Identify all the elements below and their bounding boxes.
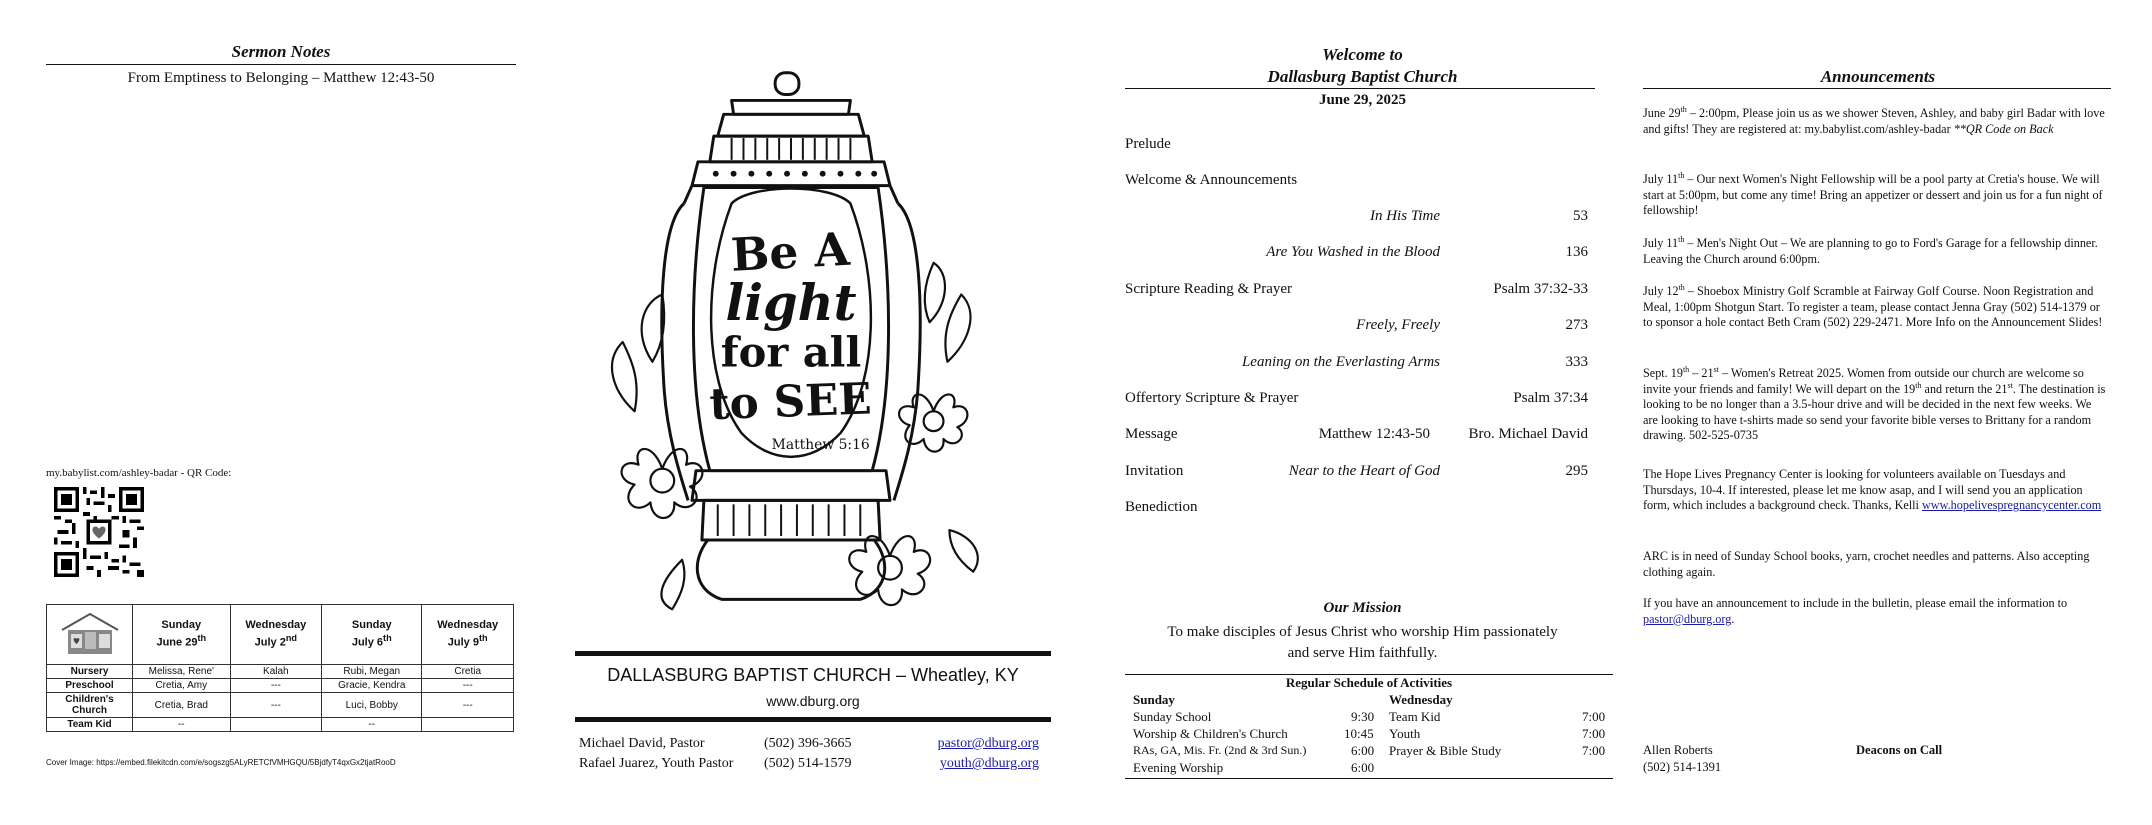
cover-panel: Be A light for all to SEE Matthew 5:16 DALLASBURG BAPTIST CHURCH – Wheatley, KY www.dburg.org Michael David, Pastor (502) 396-3665 pastor@dburg.org Rafael Juarez, Youth Pastor (502) 514-1579 youth@dburg.org: [575, 0, 1051, 825]
qr-code-icon: [54, 487, 144, 577]
table-row: Nursery Melissa, Rene' Kalah Rubi, Megan Cretia: [47, 665, 514, 679]
church-logo-icon: [47, 605, 133, 665]
column-header: Sunday June 29th: [133, 605, 231, 665]
youth-email-link[interactable]: youth@dburg.org: [939, 756, 1039, 771]
announcements-title: Announcements: [1820, 67, 1936, 86]
service-item: Offertory Scripture & Prayer Psalm 37:34: [1125, 390, 1588, 406]
announcement-item: June 29th – 2:00pm, Please join us as we shower Steven, Ashley, and baby girl Badar with love and gifts! They are registered at: my.babylist.com/ashley-badar **QR Code on Back: [1643, 104, 2105, 136]
service-item: In His Time 53: [1369, 208, 1588, 224]
service-item: Are You Washed in the Blood 136: [1266, 244, 1588, 260]
sermon-notes-panel: [46, 0, 516, 825]
lantern-illustration: [593, 62, 989, 622]
church-title: Dallasburg Baptist Church: [1267, 67, 1458, 86]
pregnancy-center-link[interactable]: www.hopelivespregnancycenter.com: [1922, 498, 2102, 513]
service-item: Freely, Freely 273: [1356, 317, 1588, 333]
service-item: Invitation Near to the Heart of God 295: [1125, 463, 1588, 479]
table-row: Preschool Cretia, Amy --- Gracie, Kendra ---: [47, 679, 514, 693]
service-item: Welcome & Announcements: [1125, 172, 1298, 188]
announcements-panel: Announcements June 29th – 2:00pm, Please join us as we shower Steven, Ashley, and baby girl Badar with love and gifts! They are registered at: my.babylist.com/ashley-badar **QR Code on Back July 11th – Our next Women's Night Fellowship will be a pool party at Cretia's house. We will start at 5:00pm, but come any time! Bring an appetizer or dessert and join us for a fun night of fellowship! July 11th – Men's Night Out – We are planning to go to Ford's Garage for a fellowship dinner. Leaving the Church around 6:00pm. July 12th – Shoebox Ministry Golf Scramble at Fairway Golf Course. Noon Registration and Meal, 1:00pm Shotgun Start. To register a team, please contact Jenna Gray (502) 514-1379 or to sponsor a hole contact Beth Cram (502) 229-2471. More Info on the Announcement Slides! Sept. 19th – 21st – Women's Retreat 2025. Women from outside our church are welcome so invite your friends and family! We will depart on the 19th and return the 21st. The destination is looking to be no longer than a 3.5-hour drive and will be decided in the next few weeks. We are looking to have t-shirts made so send your favorite bible verses to Brittany for a random drawing. 502-525-0735 The Hope Lives Pregnancy Center is looking for volunteers available on Tuesdays and Thursdays, 10-4. If interested, please let me know asap, and I will send you an application form, which includes a background check. Thanks, Kelli www.hopelivespregnancycenter.com ARC is in need of Sunday School books, yarn, crochet needles and patterns. Also accepting clothing again. If you have an announcement to include in the bulletin, please email the information to pastor@dburg.org. Allen Roberts (502) 514-1391 Deacons on Call: [1643, 0, 2113, 825]
column-header: Sunday July 6th: [322, 605, 422, 665]
service-item: Prelude: [1125, 136, 1171, 152]
divider: [46, 64, 516, 65]
service-item: Benediction: [1125, 499, 1198, 515]
announcement-item: If you have an announcement to include in the bulletin, please email the information to pastor@dburg.org.: [1643, 596, 2068, 626]
mission-statement: To make disciples of Jesus Christ who worship Him passionately and serve Him faithfully.: [1167, 624, 1558, 661]
divider: [1125, 778, 1613, 779]
welcome-title: Welcome to: [1322, 45, 1403, 64]
church-website[interactable]: www.dburg.org: [766, 693, 860, 709]
announcement-item: ARC is in need of Sunday School books, yarn, crochet needles and patterns. Also accepting clothing again.: [1643, 549, 2090, 579]
announcement-item: Sept. 19th – 21st – Women's Retreat 2025. Women from outside our church are welcome so invite your friends and family! We will depart on the 19th and return the 21st. The destination is looking to be no longer than a 3.5-hour drive and will be decided in the next few weeks. We are looking to have t-shirts made so send your favorite bible verses to Brittany for a random drawing. 502-525-0735: [1643, 364, 2106, 443]
service-item: Message Matthew 12:43-50 Bro. Michael David: [1125, 426, 1588, 442]
cover-image-credit: Cover Image: https://embed.filekitcdn.com/e/sogszg5ALyRETCfVMHGQU/5BjdfyT4qxGx2tjatRooD: [46, 758, 396, 767]
art-text-line: for all: [720, 327, 862, 377]
art-verse: Matthew 5:16: [771, 436, 870, 453]
column-header: Wednesday July 9th: [422, 605, 514, 665]
schedule-title: Regular Schedule of Activities: [1285, 675, 1453, 690]
art-text-line: light: [725, 274, 857, 333]
service-item: Scripture Reading & Prayer Psalm 37:32-33: [1125, 281, 1588, 297]
table-row: Children's Church Cretia, Brad --- Luci, Bobby ---: [47, 693, 514, 718]
divider: [575, 717, 1051, 722]
pastor-email-link[interactable]: pastor@dburg.org: [1643, 611, 1732, 626]
announcement-item: July 11th – Men's Night Out – We are planning to go to Ford's Garage for a fellowship dinner. Leaving the Church around 6:00pm.: [1643, 234, 2098, 266]
divider: [575, 651, 1051, 656]
order-of-service-panel: Welcome to Dallasburg Baptist Church June 29, 2025 Prelude Welcome & Announcements In His Time 53 Are You Washed in the Blood 136 Scripture Reading & Prayer Psalm 37:32-33 Freely, Freely 273 Leaning on the Everlasting Arms 333 Offertory Scripture & Prayer Psalm 37:34 Message Matthew 12:43-50 Bro. Michael David Invitation Near to the Heart of God 295 Benediction Our Mission To make disciples of Jesus Christ who worship Him passionately and serve Him faithfully. Regular Schedule of Activities Sunday Wednesday Sunday School 9:30 Worship & Children's Church 10:45 RAs, GA, Mis. Fr. (2nd & 3rd Sun.) 6:00 Evening Worship 6:00 Team Kid 7:00 Youth 7:00 Prayer & Bible Study 7:00: [1125, 0, 1600, 825]
announcement-item: The Hope Lives Pregnancy Center is looking for volunteers available on Tuesdays and Thursdays, 10-4. If interested, please let me know asap, and I will send you an application form, which includes a background check. Thanks, Kelli www.hopelivespregnancycenter.com: [1643, 467, 2102, 513]
pastor-email-link[interactable]: pastor@dburg.org: [937, 736, 1039, 751]
service-item: Leaning on the Everlasting Arms 333: [1241, 354, 1588, 370]
service-date: June 29, 2025: [1318, 92, 1407, 108]
column-header: Wednesday July 2nd: [230, 605, 322, 665]
church-name: DALLASBURG BAPTIST CHURCH – Wheatley, KY: [607, 665, 1019, 685]
announcement-item: July 12th – Shoebox Ministry Golf Scramble at Fairway Golf Course. Noon Registration and Meal, 1:00pm Shotgun Start. To register a team, please contact Jenna Gray (502) 514-1379 or to sponsor a hole contact Beth Cram (502) 229-2471. More Info on the Announcement Slides!: [1643, 282, 2103, 330]
sermon-notes-title: Sermon Notes: [231, 42, 331, 61]
art-text-line: to SEE: [708, 373, 873, 431]
mission-title: Our Mission: [1323, 600, 1402, 616]
qr-code-label: my.babylist.com/ashley-badar - QR Code:: [46, 467, 232, 479]
announcement-item: July 11th – Our next Women's Night Fellowship will be a pool party at Cretia's house. We will start at 5:00pm, but come any time! Bring an appetizer or dessert and join us for a fun night of fellowship!: [1643, 170, 2103, 218]
volunteer-schedule-table: [46, 604, 514, 732]
divider: [1125, 88, 1595, 89]
art-text-line: Be A: [729, 221, 851, 282]
divider: [1643, 88, 2111, 89]
sermon-subtitle: From Emptiness to Belonging – Matthew 12:43-50: [127, 70, 435, 86]
table-row: Team Kid -- --: [47, 718, 514, 732]
